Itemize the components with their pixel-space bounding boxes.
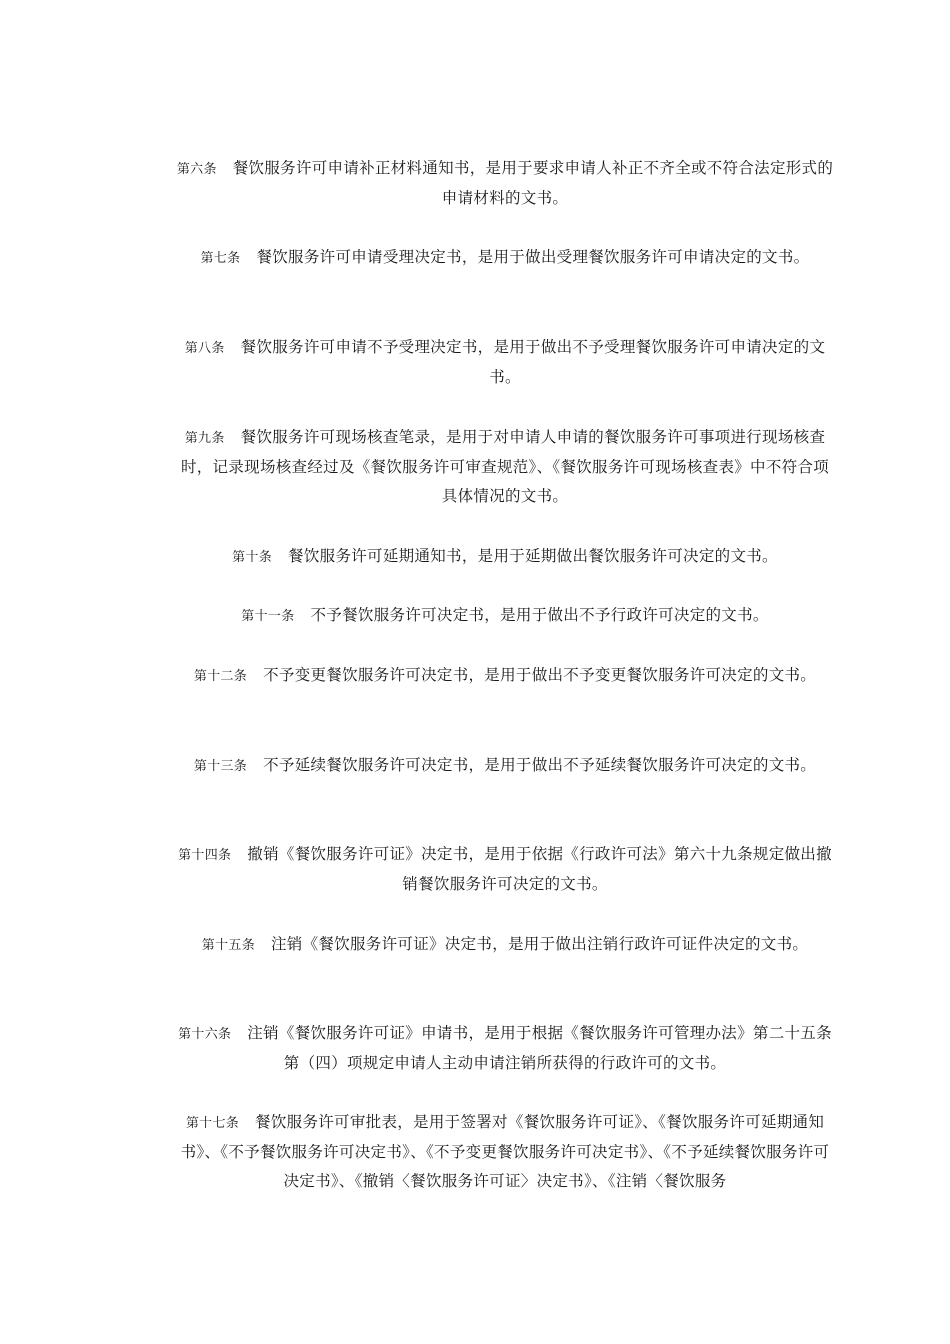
article-14	[175, 840, 835, 899]
article-number: 第十三条	[193, 759, 248, 774]
article-15	[175, 930, 835, 960]
article-number: 第十四条	[178, 848, 232, 863]
article-number: 第七条	[200, 251, 241, 266]
article-17	[175, 1108, 835, 1196]
article-text: 注销《餐饮服务许可证》决定书，是用于做出注销行政许可证件决定的文书。	[271, 935, 809, 953]
article-13	[175, 751, 835, 781]
article-number: 第六条	[176, 162, 217, 177]
article-text: 餐饮服务许可申请补正材料通知书，是用于要求申请人补正不齐全或不符合法定形式的申请材料的文书。	[232, 159, 834, 207]
article-11	[175, 601, 835, 631]
article-text: 不予餐饮服务许可决定书，是用于做出不予行政许可决定的文书。	[310, 606, 769, 624]
article-number: 第十五条	[201, 938, 255, 953]
article-9	[175, 423, 835, 511]
article-text: 不予延续餐饮服务许可决定书，是用于做出不予延续餐饮服务许可决定的文书。	[263, 756, 817, 774]
article-text: 餐饮服务许可延期通知书，是用于延期做出餐饮服务许可决定的文书。	[288, 547, 778, 565]
article-number: 第八条	[184, 341, 225, 356]
article-number: 第十一条	[241, 609, 295, 624]
article-number: 第十七条	[185, 1116, 240, 1131]
article-8	[175, 333, 835, 392]
article-text: 注销《餐饮服务许可证》申请书，是用于根据《餐饮服务许可管理办法》第二十五条第（四）项规定申请人主动申请注销所获得的行政许可的文书。	[247, 1024, 832, 1072]
article-number: 第九条	[184, 431, 225, 446]
article-number: 第十条	[232, 550, 273, 565]
article-number: 第十六条	[178, 1027, 232, 1042]
article-number: 第十二条	[193, 669, 248, 684]
article-text: 餐饮服务许可申请受理决定书，是用于做出受理餐饮服务许可申请决定的文书。	[256, 248, 810, 266]
article-6	[175, 154, 835, 213]
article-text: 餐饮服务许可现场核查笔录，是用于对申请人申请的餐饮服务许可事项进行现场核查时，记录现场核查经过及《餐饮服务许可审查规范》、《餐饮服务许可现场核查表》中不符合项具体情况的文书。	[180, 428, 830, 505]
article-text: 不予变更餐饮服务许可决定书，是用于做出不予变更餐饮服务许可决定的文书。	[263, 666, 817, 684]
article-text: 餐饮服务许可申请不予受理决定书，是用于做出不予受理餐饮服务许可申请决定的文书。	[240, 338, 826, 386]
article-text: 餐饮服务许可审批表，是用于签署对《餐饮服务许可证》、《餐饮服务许可延期通知书》、《不予餐饮服务许可决定书》、《不予变更餐饮服务许可决定书》、《不予延续餐饮服务许可决定书》、《撤销〈餐饮服务许可证〉决定书》、《注销〈餐饮服务	[180, 1113, 830, 1190]
article-7	[175, 243, 835, 273]
article-12	[175, 661, 835, 691]
article-text: 撤销《餐饮服务许可证》决定书，是用于依据《行政许可法》第六十九条规定做出撤销餐饮服务许可决定的文书。	[247, 845, 832, 893]
article-10	[175, 542, 835, 572]
article-16	[175, 1019, 835, 1078]
